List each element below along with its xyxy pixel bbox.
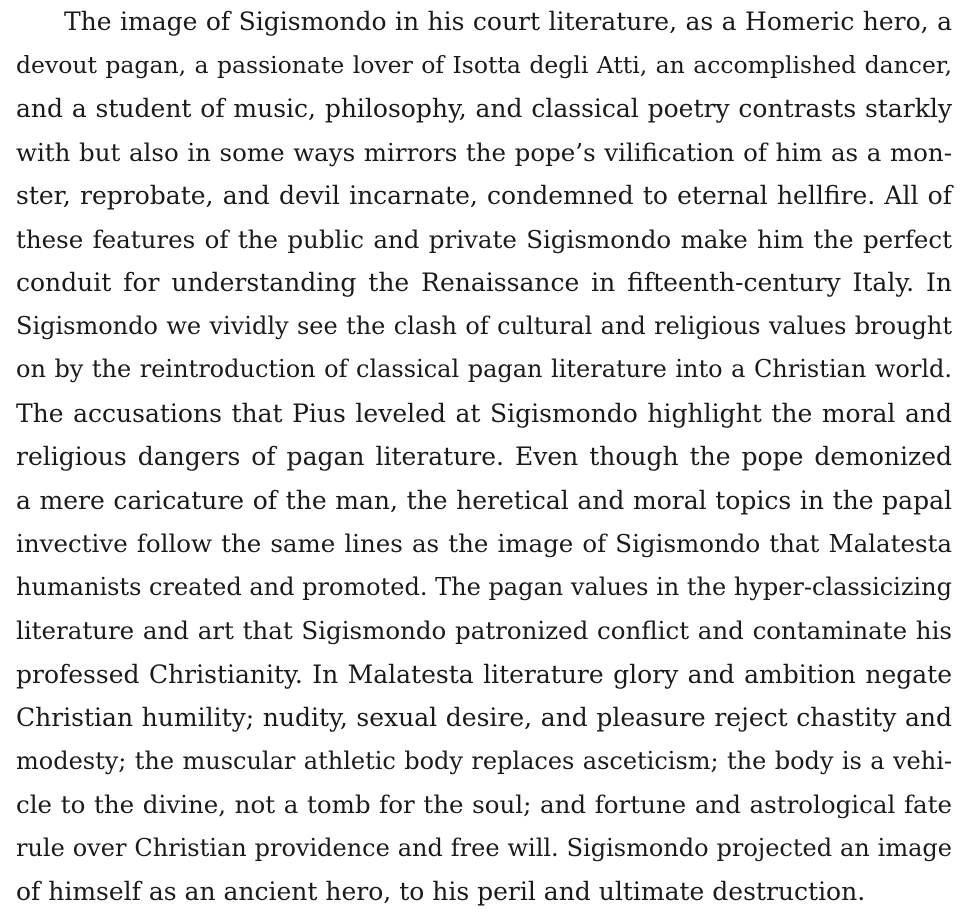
document-page <box>16 0 952 914</box>
text-line: professed Christianity. In Malatesta literature glory and ambition negate <box>16 659 952 689</box>
text-line: a mere caricature of the man, the heretical and moral topics in the papal <box>16 485 952 515</box>
text-line: conduit for understanding the Renaissance in fifteenth-century Italy. In <box>16 268 952 297</box>
text-line: Sigismondo we vividly see the clash of cultural and religious values brought <box>16 311 952 340</box>
text-line: on by the reintroduction of classical pagan literature into a Christian world. <box>16 355 952 383</box>
text-line: these features of the public and private Sigismondo make him the perfect <box>16 224 952 254</box>
text-line: religious dangers of pagan literature. Even though the pope demonized <box>16 442 952 471</box>
text-line: with but also in some ways mirrors the pope’s vilification of him as a mon- <box>16 137 952 167</box>
text-line: literature and art that Sigismondo patronized conflict and contaminate his <box>16 616 952 645</box>
text-line: devout pagan, a passionate lover of Isotta degli Atti, an accomplished dancer, <box>16 50 952 79</box>
text-line: Christian humility; nudity, sexual desire, and pleasure reject chastity and <box>16 703 952 732</box>
text-line: and a student of music, philosophy, and classical poetry contrasts starkly <box>16 94 952 123</box>
text-line: The accusations that Pius leveled at Sigismondo highlight the moral and <box>16 398 952 428</box>
text-line: The image of Sigismondo in his court literature, as a Homeric hero, a <box>64 7 952 36</box>
text-line: ster, reprobate, and devil incarnate, condemned to eternal hellfire. All of <box>16 181 952 210</box>
text-line: humanists created and promoted. The pagan values in the hyper-classicizing <box>16 572 952 601</box>
text-line: of himself as an ancient hero, to his peril and ultimate destruction. <box>16 877 866 906</box>
text-line: cle to the divine, not a tomb for the soul; and fortune and astrological fate <box>16 790 952 819</box>
body-paragraph <box>16 0 952 914</box>
text-line: rule over Christian providence and free will. Sigismondo projected an image <box>16 833 952 862</box>
text-line: invective follow the same lines as the image of Sigismondo that Malatesta <box>16 529 952 558</box>
text-line: modesty; the muscular athletic body replaces asceticism; the body is a vehi- <box>16 746 952 775</box>
